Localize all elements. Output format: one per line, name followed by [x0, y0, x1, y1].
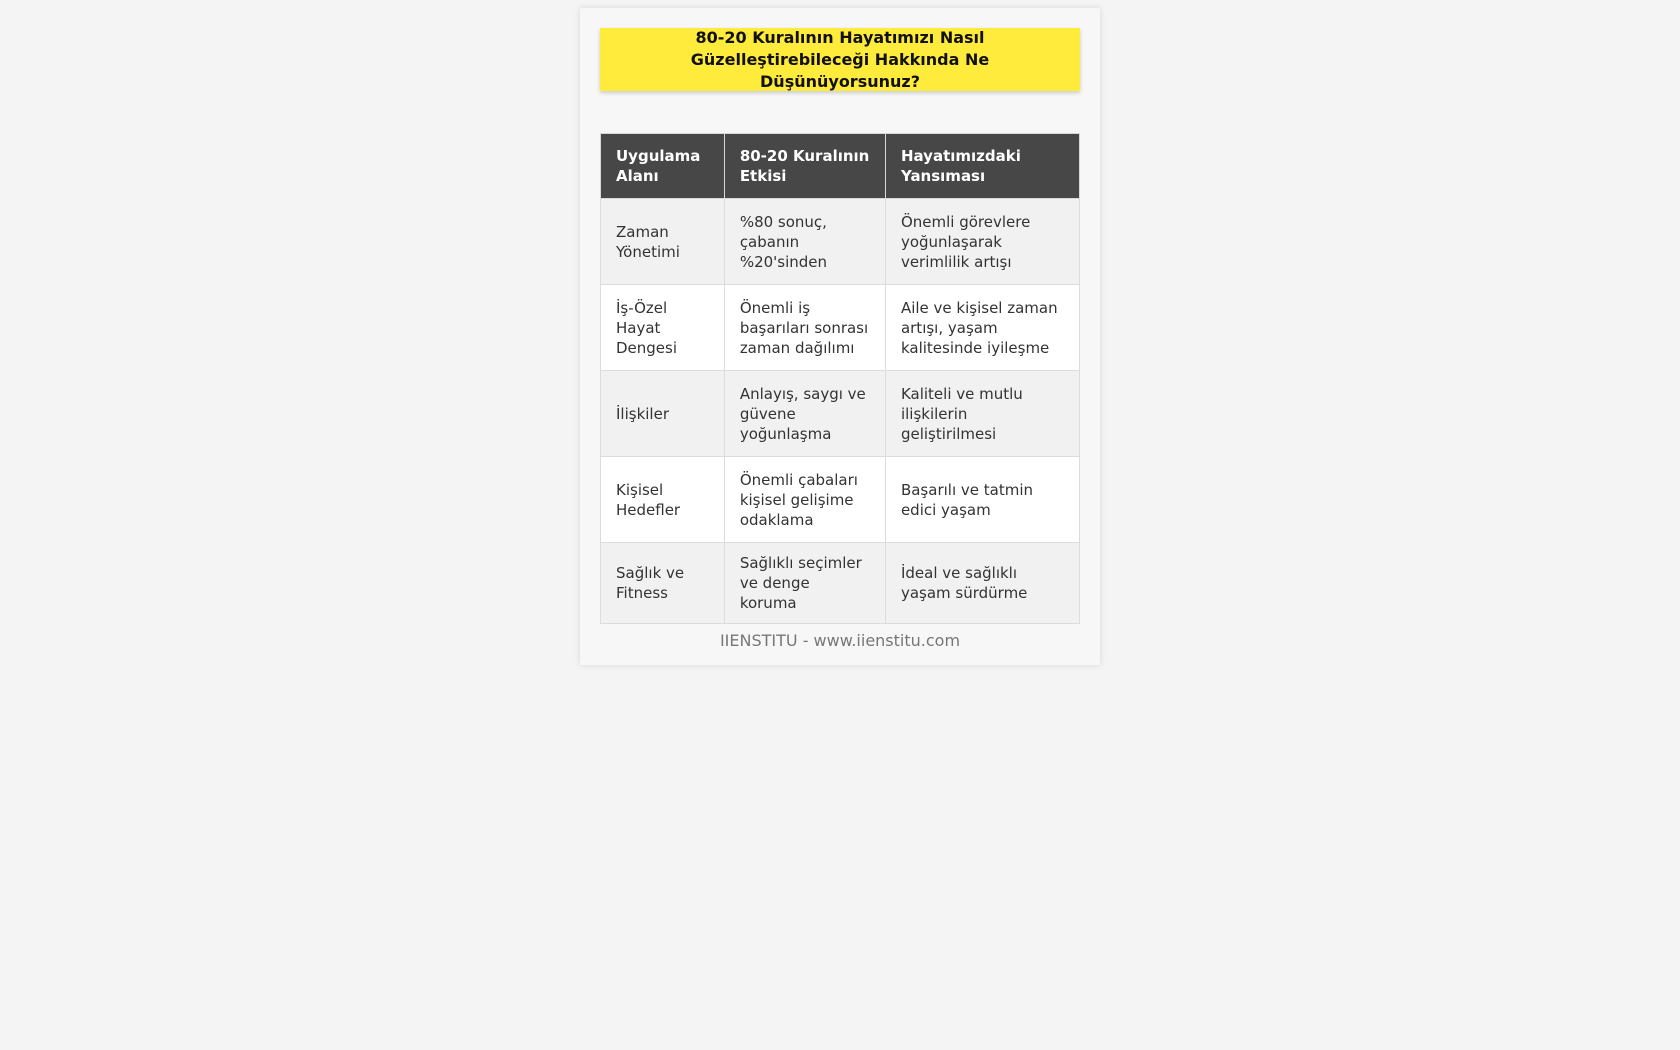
table-cell: Zaman Yönetimi [601, 199, 725, 285]
table-header-row [601, 134, 1080, 199]
table-row [601, 543, 1080, 624]
column-header: 80-20 Kuralının Etkisi [724, 134, 885, 199]
table-cell: Önemli çabaları kişisel gelişime odaklama [724, 457, 885, 543]
table-row [601, 371, 1080, 457]
column-header: Hayatımızdaki Yansıması [885, 134, 1079, 199]
table-cell: Sağlıklı seçimler ve denge koruma [724, 543, 885, 624]
table-cell: Önemli görevlere yoğunlaşarak verimlilik artışı [885, 199, 1079, 285]
table-row [601, 457, 1080, 543]
table-cell: Kaliteli ve mutlu ilişkilerin geliştirilmesi [885, 371, 1079, 457]
rule-table [600, 133, 1080, 624]
table-cell: İlişkiler [601, 371, 725, 457]
table-cell: İdeal ve sağlıklı yaşam sürdürme [885, 543, 1079, 624]
table-cell: Kişisel Hedefler [601, 457, 725, 543]
page-title: 80-20 Kuralının Hayatımızı Nasıl Güzelleştirebileceği Hakkında Ne Düşünüyorsunuz? [690, 27, 990, 91]
table-cell: Sağlık ve Fitness [601, 543, 725, 624]
table-cell: İş-Özel Hayat Dengesi [601, 285, 725, 371]
table-row [601, 199, 1080, 285]
table-cell: Anlayış, saygı ve güvene yoğunlaşma [724, 371, 885, 457]
table-cell: Aile ve kişisel zaman artışı, yaşam kalitesinde iyileşme [885, 285, 1079, 371]
table-cell: %80 sonuç, çabanın %20'sinden [724, 199, 885, 285]
table-cell: Başarılı ve tatmin edici yaşam [885, 457, 1079, 543]
footer-credit: IIENSTITU - www.iienstitu.com [719, 631, 961, 650]
table-cell: Önemli iş başarıları sonrası zaman dağılımı [724, 285, 885, 371]
content-card [580, 8, 1100, 665]
table-row [601, 285, 1080, 371]
title-banner [600, 28, 1080, 91]
column-header: Uygulama Alanı [601, 134, 725, 199]
